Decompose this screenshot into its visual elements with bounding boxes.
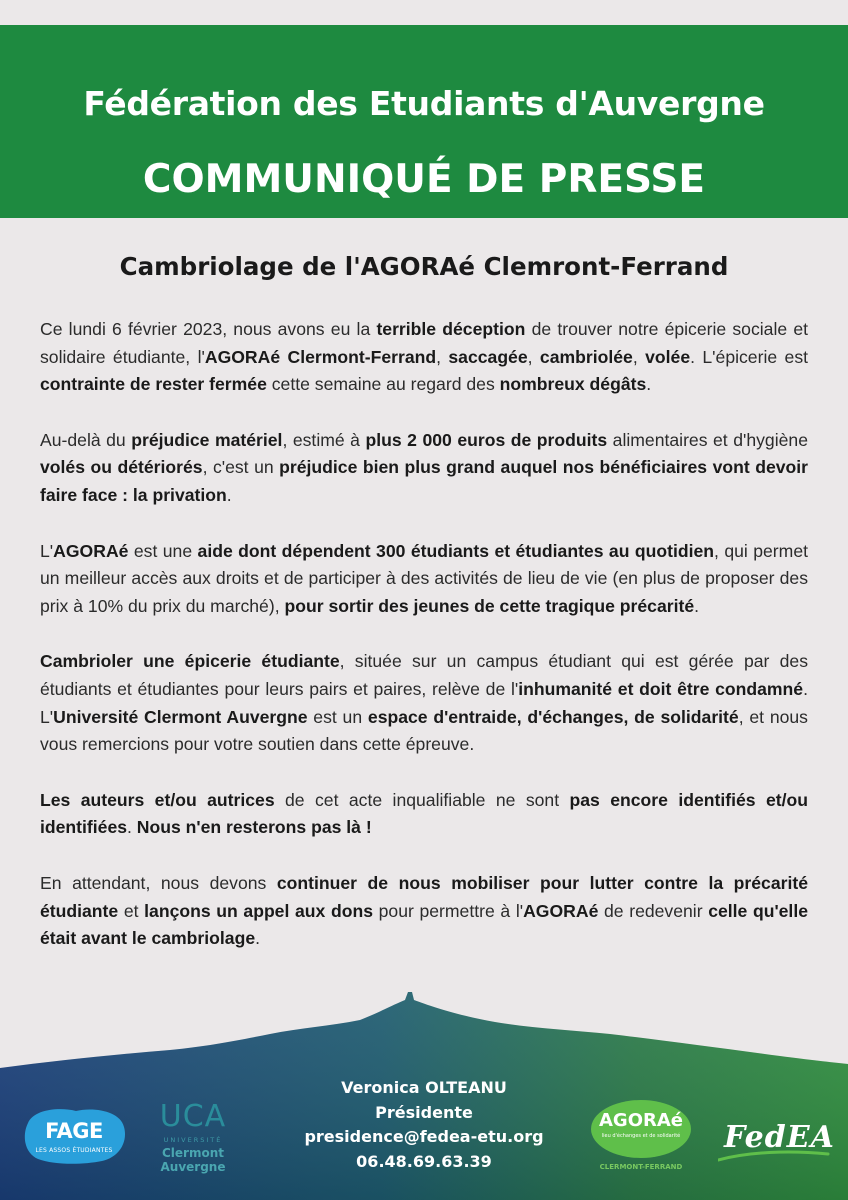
paragraph-6 xyxy=(40,870,808,953)
contact-email[interactable]: presidence@fedea-etu.org xyxy=(304,1127,544,1147)
body-text: . xyxy=(226,484,232,505)
uca-logo xyxy=(150,1099,236,1182)
body-text: . xyxy=(255,928,261,949)
body-text: Au-delà du xyxy=(40,429,132,450)
emphasis-text: aide dont dépendent 300 étudiants et étudiantes au quotidien xyxy=(197,540,715,561)
body-text: , qui permet un meilleur accès aux droits et de participer à des activités de lieu de vie (en plus de proposer des prix à 10% du prix du marché), xyxy=(40,540,808,616)
body-text: , c'est un xyxy=(202,457,280,478)
emphasis-text: cambriolée xyxy=(539,346,633,367)
uca-logo-name xyxy=(150,1146,236,1174)
body-text: L' xyxy=(40,540,54,561)
emphasis-text: Nous n'en resterons pas là ! xyxy=(136,817,372,838)
emphasis-text: Université Clermont Auvergne xyxy=(53,706,308,727)
paragraph-3 xyxy=(40,538,808,621)
organization-name: Fédération des Etudiants d'Auvergne xyxy=(83,84,765,123)
paragraph-1 xyxy=(40,316,808,399)
body-text: , située sur un campus étudiant qui est gérée par des étudiants et étudiantes pour leurs pairs et paires, relève de l' xyxy=(40,651,808,699)
fage-logo xyxy=(20,1105,128,1165)
body-text: Ce lundi 6 février 2023, nous avons eu la xyxy=(40,319,377,339)
emphasis-text: plus 2 000 euros de produits xyxy=(365,429,608,450)
headline: Cambriolage de l'AGORAé Clemront-Ferrand xyxy=(119,252,729,281)
emphasis-text: inhumanité et doit être condamné xyxy=(518,678,804,699)
body-text: , xyxy=(527,346,540,367)
emphasis-text: lançons un appel aux dons xyxy=(144,900,373,921)
body-text: est une xyxy=(128,540,198,561)
emphasis-text: nombreux dégâts xyxy=(499,374,647,395)
fedea-logo-text: FedEA xyxy=(724,1120,835,1155)
fedea-logo xyxy=(718,1118,835,1164)
agorae-logo-subtitle: lieu d'échanges et de solidarité xyxy=(601,1133,681,1139)
signature-block xyxy=(274,1076,574,1174)
emphasis-text: espace d'entraide, d'échanges, de solidarité xyxy=(367,706,739,727)
body-text: et xyxy=(118,900,145,921)
emphasis-text: préjudice matériel xyxy=(131,429,283,450)
emphasis-text: celle qu'elle était avant le cambriolage xyxy=(40,900,808,949)
agorae-logo xyxy=(585,1100,697,1175)
emphasis-text: volée xyxy=(645,346,691,367)
body-text: . xyxy=(127,817,137,838)
agorae-logo-text: AGORAé xyxy=(598,1110,683,1131)
emphasis-text: Cambrioler une épicerie étudiante xyxy=(40,651,340,672)
paragraph-5 xyxy=(40,787,808,842)
emphasis-text: AGORAé Clermont-Ferrand xyxy=(204,346,437,367)
emphasis-text: pour sortir des jeunes de cette tragique précarité xyxy=(284,595,695,616)
body-text: , estimé à xyxy=(282,429,366,450)
header-banner xyxy=(0,25,848,218)
emphasis-text: pas encore identifiés et/ou identifiées xyxy=(40,789,809,838)
emphasis-text: AGORAé xyxy=(53,540,129,561)
body-text: de redevenir xyxy=(598,900,709,921)
paragraph-4 xyxy=(40,648,808,758)
signatory-role: Présidente xyxy=(375,1102,473,1122)
body-text: est un xyxy=(307,706,368,727)
body-text: de cet acte inqualifiable ne sont xyxy=(274,789,570,810)
emphasis-text: AGORAé xyxy=(523,900,599,921)
body-text: En attendant, nous devons xyxy=(40,872,277,893)
agorae-logo-city: CLERMONT-FERRAND xyxy=(599,1163,683,1171)
press-release-body xyxy=(40,316,808,981)
emphasis-text: terrible déception xyxy=(376,319,526,339)
body-text: . xyxy=(646,374,652,395)
emphasis-text: saccagée xyxy=(448,346,528,367)
body-text: . L'épicerie est xyxy=(690,346,808,367)
emphasis-text: continuer de nous mobiliser pour lutter contre la précarité étudiante xyxy=(40,872,809,921)
body-text: , et nous vous remercions pour votre soutien dans cette épreuve. xyxy=(40,706,808,755)
body-text: , xyxy=(436,346,449,367)
signatory-name: Veronica OLTEANU xyxy=(341,1078,507,1097)
emphasis-text: Les auteurs et/ou autrices xyxy=(40,789,275,810)
paragraph-2 xyxy=(40,427,808,510)
contact-phone[interactable]: 06.48.69.63.39 xyxy=(356,1151,492,1171)
fage-logo-subtitle: LES ASSOS ÉTUDIANTES xyxy=(35,1147,113,1154)
body-text: pour permettre à l' xyxy=(372,900,524,921)
uca-logo-mark: UCA xyxy=(159,1099,227,1134)
press-release-title: COMMUNIQUÉ DE PRESSE xyxy=(142,157,706,202)
body-text: . L' xyxy=(40,678,808,727)
body-text: de trouver notre épicerie sociale et solidaire étudiante, l' xyxy=(40,319,808,367)
body-text: cette semaine au regard des xyxy=(266,374,500,395)
uca-logo-university: UNIVERSITÉ xyxy=(163,1136,223,1144)
emphasis-text: préjudice bien plus grand auquel nos bénéficiaires vont devoir faire face : la privation xyxy=(40,457,809,505)
emphasis-text: contrainte de rester fermée xyxy=(40,374,267,395)
body-text: , xyxy=(632,346,646,367)
body-text: . xyxy=(694,595,700,616)
uca-logo-name-line2: Auvergne xyxy=(160,1160,226,1174)
uca-logo-name-line1: Clermont xyxy=(161,1146,224,1160)
fedea-swoosh-icon xyxy=(718,1148,830,1164)
body-text: alimentaires et d'hygiène xyxy=(607,429,808,450)
emphasis-text: volés ou détériorés xyxy=(40,457,203,478)
fage-logo-text: FAGE xyxy=(45,1119,103,1143)
